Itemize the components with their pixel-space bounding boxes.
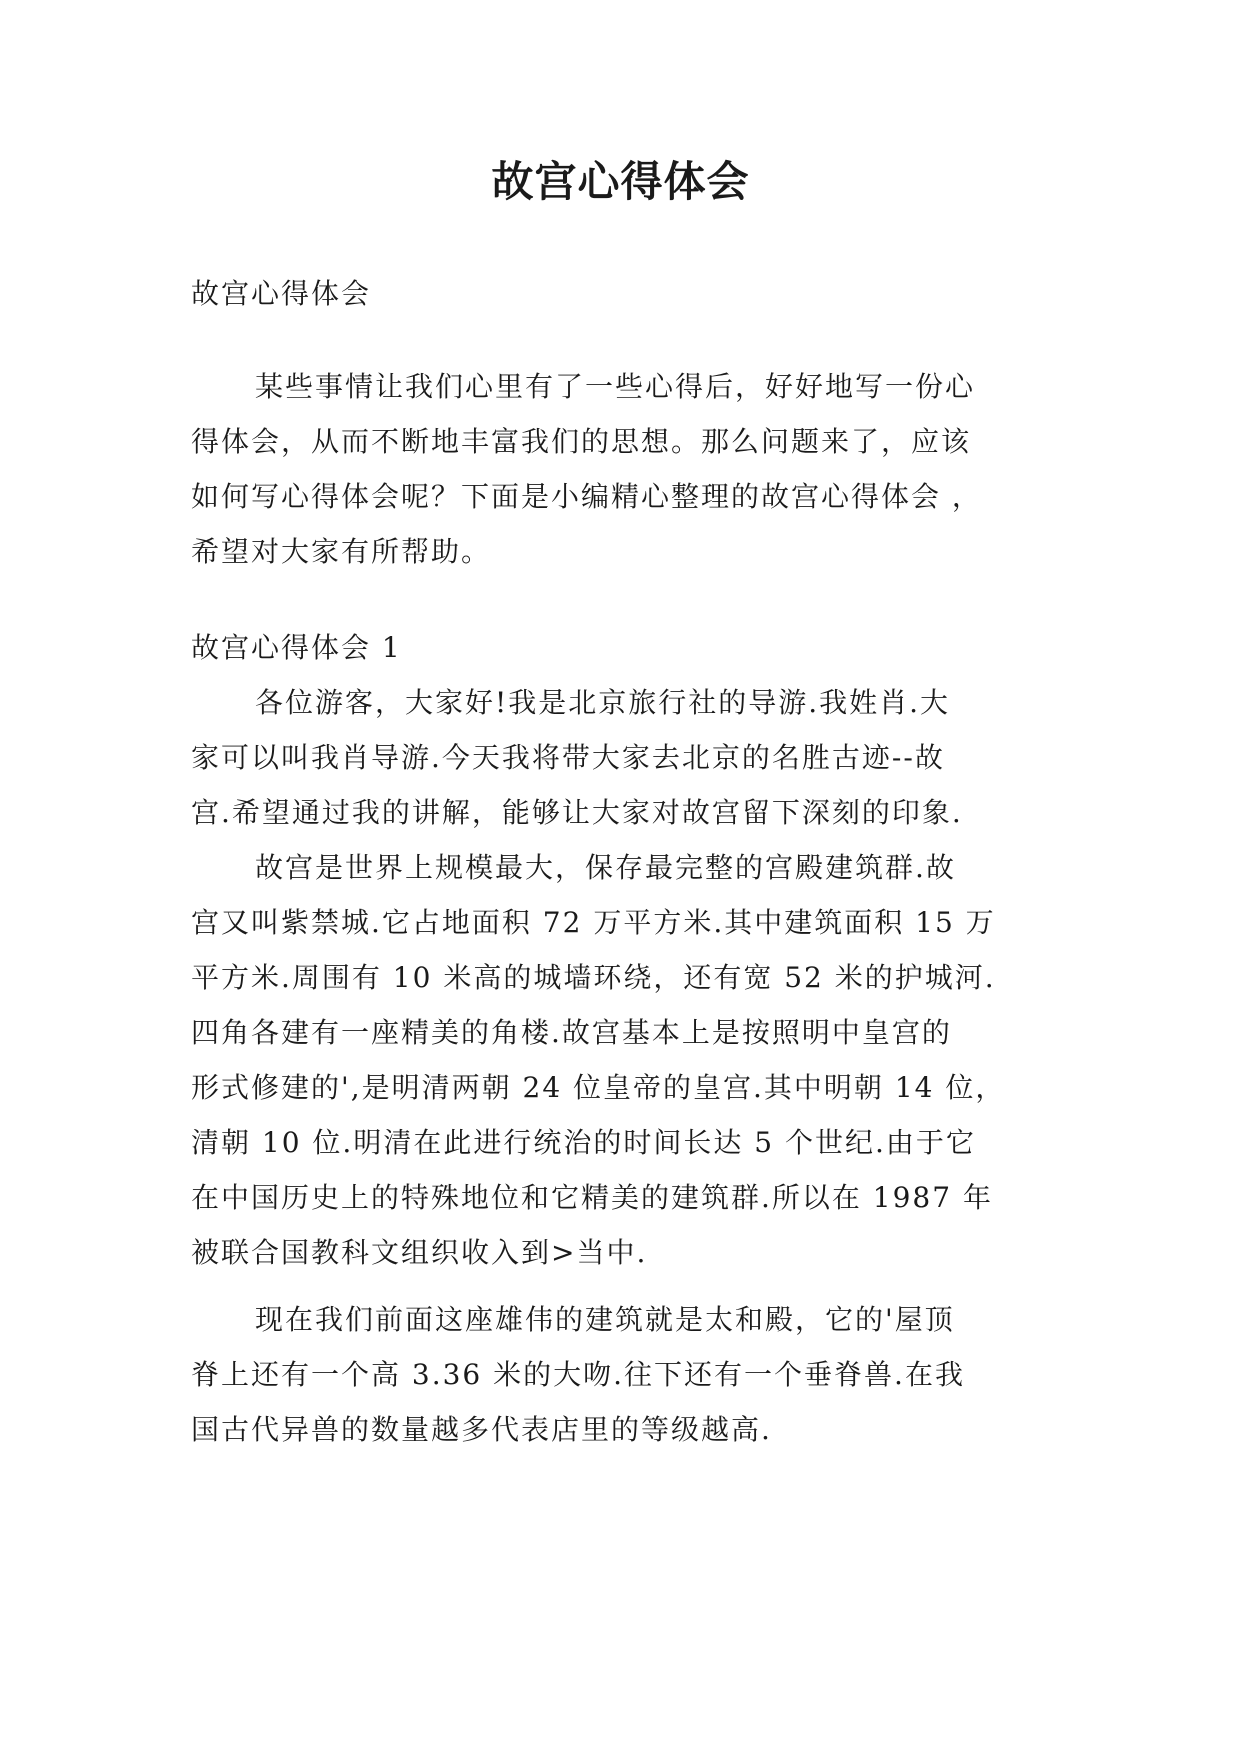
- paragraph-line: 在中国历史上的特殊地位和它精美的建筑群.所以在 1987 年: [191, 1181, 993, 1214]
- paragraph-line: 宫又叫紫禁城.它占地面积 72 万平方米.其中建筑面积 15 万: [191, 906, 996, 939]
- paragraph-line: 宫.希望通过我的讲解，能够让大家对故宫留下深刻的印象.: [191, 796, 963, 829]
- paragraph-line: 家可以叫我肖导游.今天我将带大家去北京的名胜古迹--故: [191, 741, 945, 774]
- paragraph-line: 四角各建有一座精美的角楼.故宫基本上是按照明中皇宫的: [191, 1016, 952, 1049]
- intro-line: 如何写心得体会呢？下面是小编精心整理的故宫心得体会 ，: [191, 480, 982, 513]
- paragraph-line: 各位游客，大家好!我是北京旅行社的导游.我姓肖.大: [255, 686, 951, 719]
- paragraph-line: 清朝 10 位.明清在此进行统治的时间长达 5 个世纪.由于它: [191, 1126, 976, 1159]
- paragraph-line: 脊上还有一个高 3.36 米的大吻.往下还有一个垂脊兽.在我: [191, 1358, 965, 1391]
- paragraph-line: 形式修建的',是明清两朝 24 位皇帝的皇宫.其中明朝 14 位，: [191, 1071, 1006, 1104]
- intro-line: 得体会，从而不断地丰富我们的思想。那么问题来了，应该: [191, 425, 972, 458]
- document-subtitle: 故宫心得体会: [191, 277, 372, 310]
- paragraph-line: 故宫是世界上规模最大，保存最完整的宫殿建筑群.故: [255, 851, 956, 884]
- intro-line: 希望对大家有所帮助。: [191, 535, 492, 568]
- page-title: 故宫心得体会: [491, 157, 750, 206]
- paragraph-line: 国古代异兽的数量越多代表店里的等级越高.: [191, 1413, 772, 1446]
- paragraph-line: 被联合国教科文组织收入到>当中.: [191, 1236, 648, 1269]
- section-heading: 故宫心得体会 1: [191, 631, 402, 664]
- intro-line: 某些事情让我们心里有了一些心得后，好好地写一份心: [255, 370, 976, 403]
- paragraph-line: 现在我们前面这座雄伟的建筑就是太和殿，它的'屋顶: [255, 1303, 955, 1336]
- paragraph-line: 平方米.周围有 10 米高的城墙环绕，还有宽 52 米的护城河.: [191, 961, 996, 994]
